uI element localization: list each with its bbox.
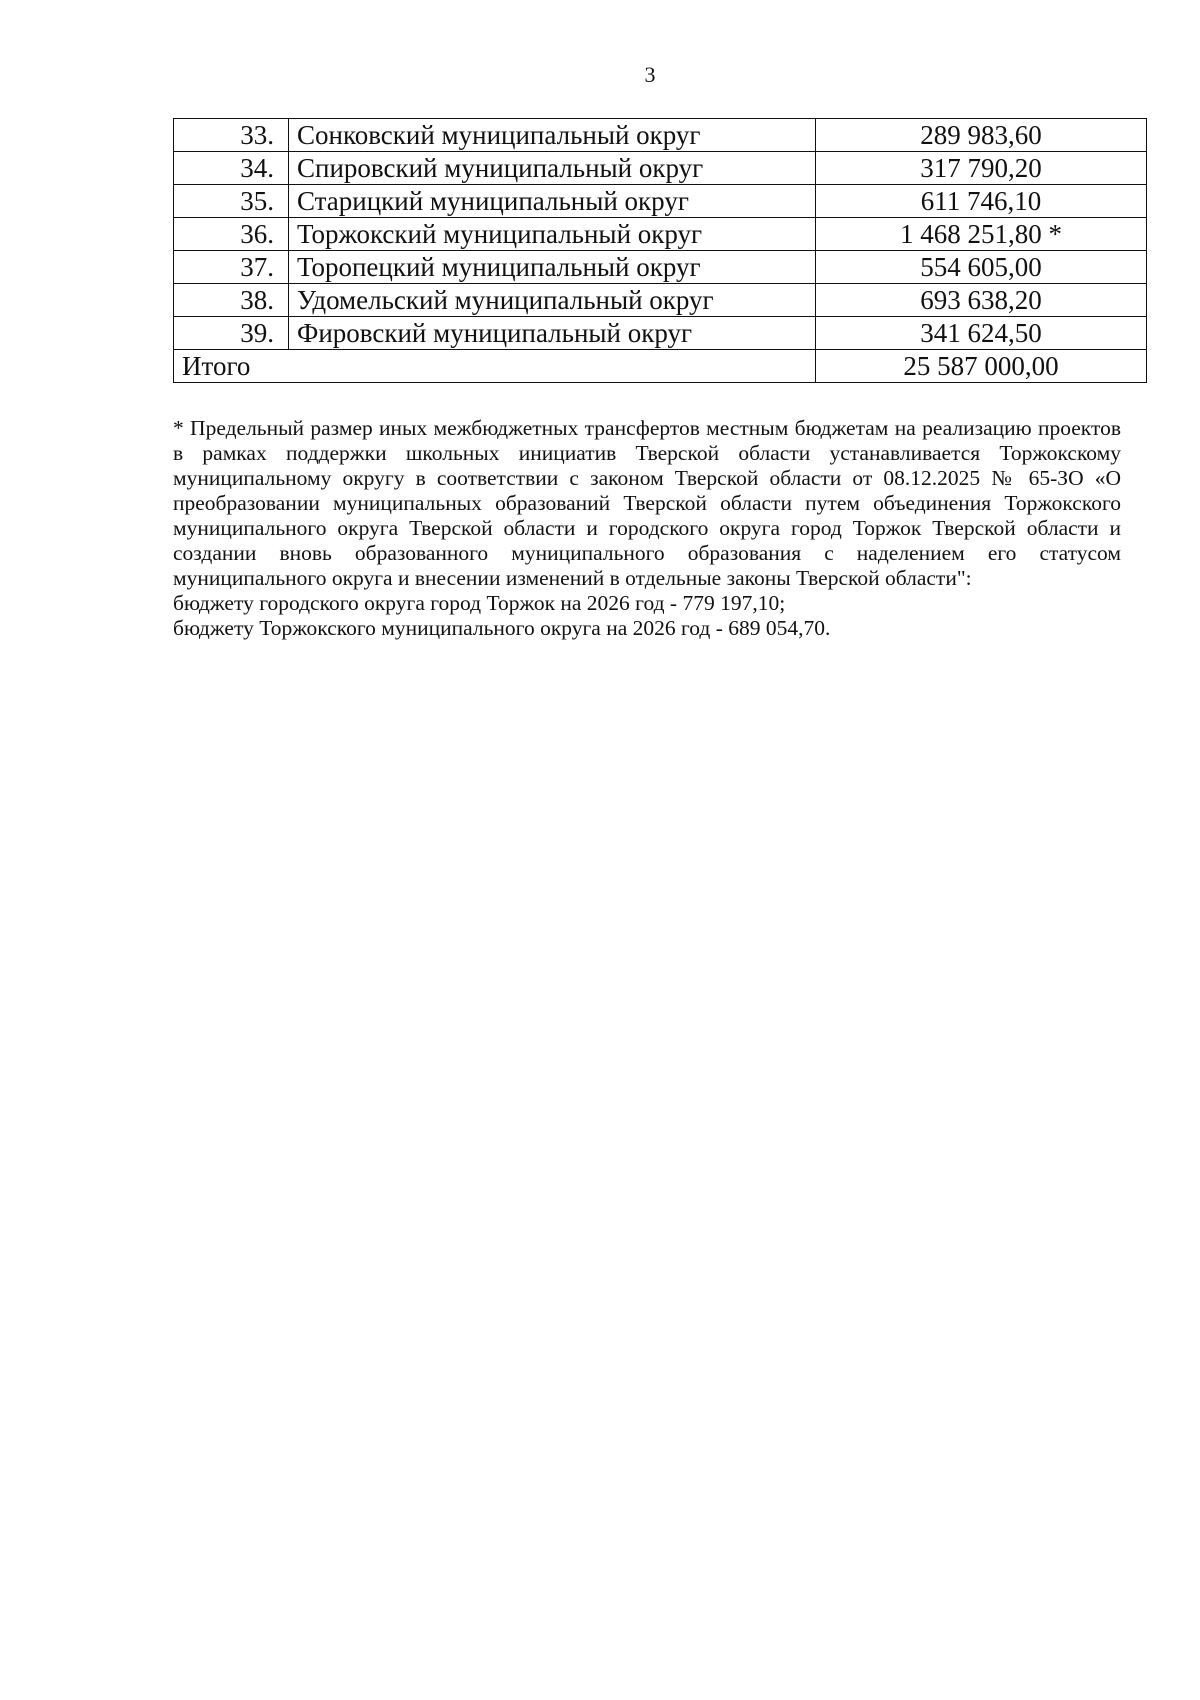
amount-value: 1 468 251,80 * <box>816 218 1147 251</box>
row-number: 35. <box>174 185 289 218</box>
row-number: 38. <box>174 284 289 317</box>
row-number: 39. <box>174 317 289 350</box>
amount-value: 341 624,50 <box>816 317 1147 350</box>
amount-value: 554 605,00 <box>816 251 1147 284</box>
amount-value: 693 638,20 <box>816 284 1147 317</box>
total-row <box>174 350 1147 383</box>
table-row <box>174 152 1147 185</box>
table-row <box>174 284 1147 317</box>
municipality-name: Торжокский муниципальный округ <box>289 218 816 251</box>
footnote-main: * Предельный размер иных межбюджетных трансфертов местным бюджетам на реализацию проектов в рамках поддержки школьных инициатив Тверской области устанавливается Торжокскому муниципальному округу в соответствии с законом Тверской области от 08.12.2025 № 65-ЗО «О преобразовании муниципальных образований Тверской области путем объединения Торжокского муниципального округа Тверской области и городского округа город Торжок Тверской области и создании вновь образованного муниципального образования с наделением его статусом муниципального округа и внесении изменений в отдельные законы Тверской области": <box>173 416 1121 590</box>
row-number: 33. <box>174 119 289 152</box>
table-row <box>174 251 1147 284</box>
total-value: 25 587 000,00 <box>816 350 1147 383</box>
page-number: 3 <box>644 62 656 87</box>
table-row <box>174 119 1147 152</box>
municipality-name: Спировский муниципальный округ <box>289 152 816 185</box>
amount-value: 289 983,60 <box>816 119 1147 152</box>
table-body <box>174 119 1147 383</box>
table-row <box>174 317 1147 350</box>
municipality-name: Торопецкий муниципальный округ <box>289 251 816 284</box>
footnote <box>173 416 1121 641</box>
amount-value: 611 746,10 <box>816 185 1147 218</box>
municipality-name: Сонковский муниципальный округ <box>289 119 816 152</box>
row-number: 36. <box>174 218 289 251</box>
budget-table <box>173 118 1147 383</box>
row-number: 34. <box>174 152 289 185</box>
table-row <box>174 185 1147 218</box>
total-label: Итого <box>174 350 816 383</box>
municipality-name: Старицкий муниципальный округ <box>289 185 816 218</box>
municipality-name: Фировский муниципальный округ <box>289 317 816 350</box>
footnote-line-city: бюджету городского округа город Торжок на 2026 год - 779 197,10; <box>173 591 786 615</box>
municipality-name: Удомельский муниципальный округ <box>289 284 816 317</box>
amount-value: 317 790,20 <box>816 152 1147 185</box>
footnote-line-district: бюджету Торжокского муниципального округа на 2026 год - 689 054,70. <box>173 616 831 640</box>
table-row <box>174 218 1147 251</box>
row-number: 37. <box>174 251 289 284</box>
